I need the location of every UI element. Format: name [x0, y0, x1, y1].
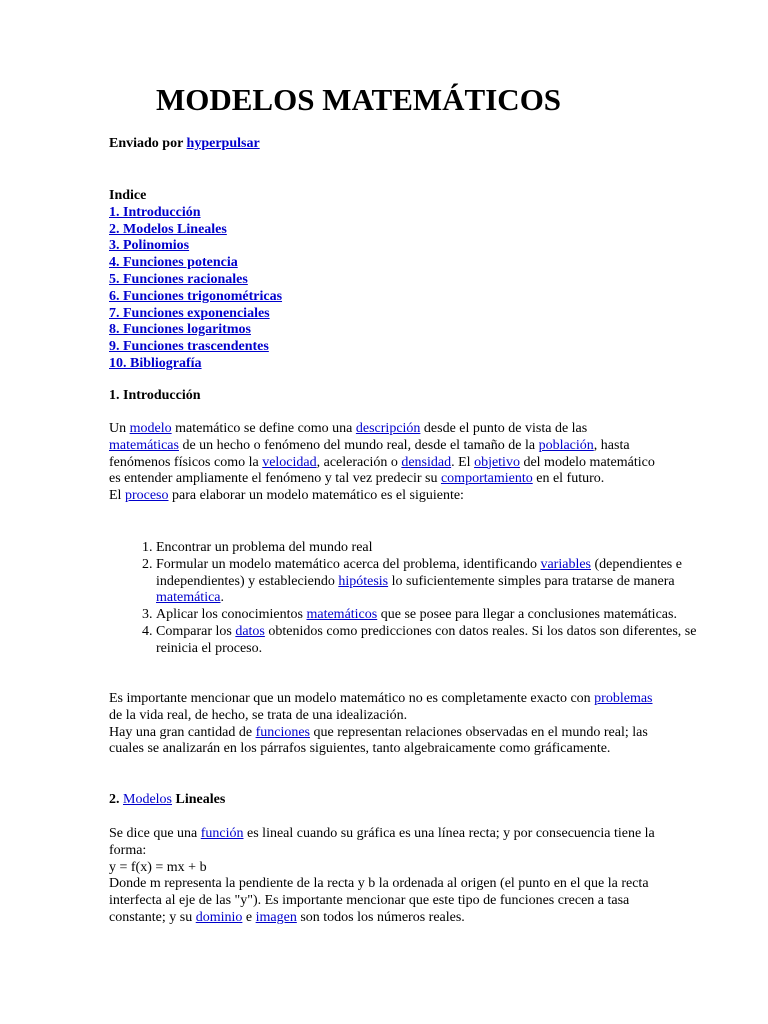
- link-funciones[interactable]: funciones: [255, 724, 310, 740]
- section-heading-modelos-lineales: 2. Modelos Lineales: [109, 792, 226, 807]
- link-matematicas[interactable]: matemáticas: [109, 437, 179, 453]
- link-variables[interactable]: variables: [540, 556, 591, 572]
- link-funcion[interactable]: función: [200, 826, 244, 841]
- link-matematica[interactable]: matemática: [156, 590, 221, 606]
- toc-link-funciones-trigonometricas[interactable]: 6. Funciones trigonométricas: [109, 288, 283, 304]
- section-heading-introduccion: 1. Introducción: [109, 388, 201, 403]
- toc-link-bibliografia[interactable]: 10. Bibliografía: [109, 355, 202, 371]
- toc-link-funciones-exponenciales[interactable]: 7. Funciones exponenciales: [109, 305, 270, 321]
- linear-formula: y = f(x) = mx + b: [109, 859, 207, 875]
- intro-paragraph-2: El proceso para elaborar un modelo matemático es el siguiente:: [109, 488, 464, 504]
- page-title: MODELOS MATEMÁTICOS: [156, 82, 562, 117]
- link-velocidad[interactable]: velocidad: [262, 454, 317, 470]
- link-descripcion[interactable]: descripción: [355, 421, 421, 436]
- link-matematicos[interactable]: matemáticos: [306, 607, 378, 623]
- link-densidad[interactable]: densidad: [401, 454, 452, 470]
- link-hipotesis[interactable]: hipótesis: [338, 573, 389, 589]
- byline-prefix: Enviado por: [109, 136, 187, 151]
- link-datos[interactable]: datos: [235, 623, 265, 639]
- link-modelos[interactable]: Modelos: [123, 792, 172, 807]
- list-item: 2. Formular un modelo matemático acerca del problema, identificando variables (dependientes e independientes) y estableciendo hipótesis lo suficientemente simples para tratarse de manera matemática.: [156, 557, 704, 607]
- toc-heading: Indice: [109, 188, 147, 203]
- toc-link-introduccion[interactable]: 1. Introducción: [109, 204, 201, 220]
- link-proceso[interactable]: proceso: [124, 488, 169, 504]
- link-problemas[interactable]: problemas: [594, 691, 653, 706]
- link-imagen[interactable]: imagen: [255, 909, 297, 925]
- link-comportamiento[interactable]: comportamiento: [440, 471, 533, 487]
- list-item: 4. Comparar los datos obtenidos como predicciones con datos reales. Si los datos son diferentes, se reinicia el proceso.: [156, 624, 704, 658]
- list-item: 3. Aplicar los conocimientos matemáticos que se posee para llegar a conclusiones matemáticas.: [156, 607, 704, 624]
- linear-paragraph-2: Donde m representa la pendiente de la recta y b la ordenada al origen (el punto en el que la recta interfecta al eje de las "y"). Es importante mencionar que este tipo de funciones crecen a tasa constante; y su dominio e imagen son todos los números reales.: [109, 876, 649, 925]
- table-of-contents: [109, 188, 282, 373]
- toc-link-funciones-racionales[interactable]: 5. Funciones racionales: [109, 271, 248, 287]
- process-steps-list: [109, 540, 704, 658]
- toc-link-polinomios[interactable]: 3. Polinomios: [109, 238, 190, 254]
- toc-link-funciones-logaritmos[interactable]: 8. Funciones logaritmos: [109, 322, 251, 338]
- link-poblacion[interactable]: población: [538, 437, 594, 453]
- intro-paragraph-1: Un modelo matemático se define como una descripción desde el punto de vista de las matemáticas de un hecho o fenómeno del mundo real, desde el tamaño de la población, hasta fenómenos físicos como la velocidad, aceleración o densidad. El objetivo del modelo matemático es entender ampliamente el fenómeno y tal vez predecir su comportamiento en el futuro. El proceso para elaborar un modelo matemático es el siguiente:: [109, 421, 657, 505]
- link-dominio[interactable]: dominio: [195, 909, 243, 925]
- intro-paragraph-4: Hay una gran cantidad de funciones que representan relaciones observadas en el mundo real; las cuales se analizarán en los párrafos siguientes, tanto algebraicamente como gráficamente.: [109, 724, 648, 757]
- toc-link-modelos-lineales[interactable]: 2. Modelos Lineales: [109, 221, 227, 237]
- link-modelo[interactable]: modelo: [129, 421, 172, 436]
- byline: [109, 136, 260, 152]
- list-item: 1. Encontrar un problema del mundo real: [156, 540, 704, 557]
- link-objetivo[interactable]: objetivo: [474, 454, 520, 470]
- intro-paragraph-3: Es importante mencionar que un modelo matemático no es completamente exacto con problemas de la vida real, de hecho, se trata de una idealización. Hay una gran cantidad de funciones que representan relaciones observadas en el mundo real; las cuales se analizarán en los párrafos siguientes, tanto algebraicamente como gráficamente.: [109, 691, 657, 758]
- toc-link-funciones-trascendentes[interactable]: 9. Funciones trascendentes: [109, 339, 269, 355]
- author-link[interactable]: hyperpulsar: [186, 136, 260, 151]
- toc-link-funciones-potencia[interactable]: 4. Funciones potencia: [109, 255, 238, 271]
- linear-paragraph: Se dice que una función es lineal cuando su gráfica es una línea recta; y por consecuencia tiene la forma: y = f(x) = mx + b Donde m representa la pendiente de la recta y b la ordenada al origen (el punto en el que la recta interfecta al eje de las "y"). Es importante mencionar que este tipo de funciones crecen a tasa constante; y su dominio e imagen son todos los números reales.: [109, 826, 657, 927]
